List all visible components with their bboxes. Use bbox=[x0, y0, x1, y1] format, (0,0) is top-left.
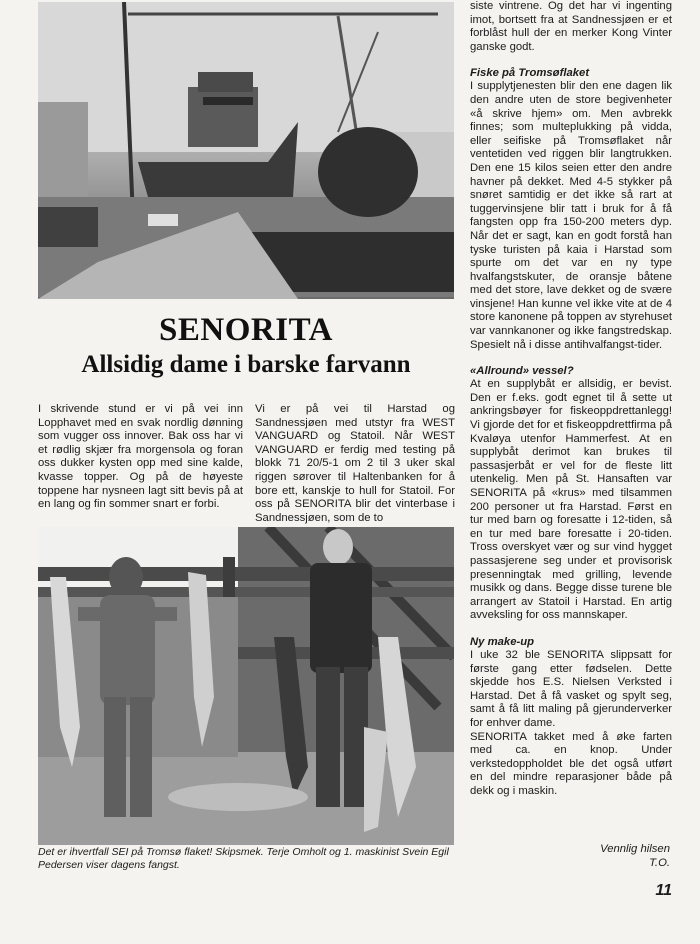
fishermen-photo-drawing bbox=[38, 527, 454, 845]
section-text-makeup-2: SENORITA takket med å øke farten med ca. en knop. Under verkstedoppholdet ble det også utført en del mindre reparasjoner både på dekk og i maskin. bbox=[470, 730, 672, 797]
page-number: 11 bbox=[655, 882, 672, 899]
section-heading-fiske: Fiske på Tromsøflaket bbox=[470, 67, 590, 80]
article-subtitle: Allsidig dame i barske farvann bbox=[81, 351, 411, 378]
signoff-initials: T.O. bbox=[649, 857, 670, 869]
section-text-makeup: I uke 32 ble SENORITA slippsatt for første gang etter fødselen. Dette skjedde hos E.S. Nielsen Verksted i Harstad. Det å få vasket og spylt seg, samt å få litt maling på gjerunderverker for enhver dame. bbox=[470, 648, 672, 729]
signoff-greeting: Vennlig hilsen bbox=[600, 843, 670, 855]
right-intro-text: siste vintrene. Og det har vi ingenting imot, bortsett fra at Sandnessjøen er et forblåst hull der en merker Kong Vinter ganske godt. bbox=[470, 0, 672, 53]
section-heading-makeup: Ny make-up bbox=[470, 635, 535, 648]
middle-column-text: Vi er på vei til Harstad og Sandnessjøen med utstyr fra WEST VANGUARD og Statoil. Når WEST VANGUARD er ferdig med testing på blokk 71 20/5-1 om 2 til 3 uker skal riggen sørover til Haltenbanken for å bore ett, kanskje to hull for Statoil. For oss på SENORITA blir det vinterbase i Sandnessjøen, som de to bbox=[255, 403, 455, 524]
left-column-text: I skrivende stund er vi på vei inn Lopphavet med en svak nordlig dønning som vugger oss innover. Bak oss har vi et rødlig skjær fra morgensola og foran oss dukker kysten opp med sine kalde, kvasse topper. Og på de høyeste toppene har nysneen lagt sitt bevis på at en lang og fin sommer snart er forbi. bbox=[38, 403, 243, 511]
right-column bbox=[470, 0, 672, 798]
photo-caption: Det er ihvertfall SEI på Tromsø flaket! Skipsmek. Terje Omholt og 1. maskinist Svein Egil Pedersen viser dagens fangst. bbox=[38, 846, 449, 871]
section-text-fiske: I supplytjenesten blir den ene dagen lik den andre uten de store begivenheter «å skrive hjem» om. Men avbrekk finnes; som multeplukking på vidda, eller seifiske på Tromsøflaket når ventetiden ved riggen blir langtrukken. Den ene 15 kilos seien etter den andre havner på dekket. Med 4-5 stykker på snøret samtidig er det ikke så rart at tuggervinsjene blir tatt i bruk for å få fangsten opp fra 150-200 meters dyp. Når det er sagt, kan en godt forstå han tyske turisten på kaia i Harstad som spurte om det var en ny type hvalfangstskuter, de oransje båtene med det store, lave dekket og de svære vinsjene! Han kunne vel ikke vite at de 4 store kanonene på toppen av styrehuset var vannkanoner og ikke fangstredskap. Spesielt nå i disse antihvalfangst-tider. bbox=[470, 80, 672, 351]
signoff bbox=[560, 842, 670, 870]
harbour-photo-drawing bbox=[38, 2, 454, 299]
harbour-photo bbox=[38, 2, 454, 299]
section-heading-allround: «Allround» vessel? bbox=[470, 365, 574, 378]
fishermen-photo bbox=[38, 527, 454, 845]
section-text-allround: At en supplybåt er allsidig, er bevist. Den er f.eks. godt egnet til å sette ut ankringsbøyer for fiskeoppdrettanlegg! Vi gjorde det for et fiskeoppdrettfirma på Kvaløya utenfor Hammerfest. At en supplybåt derimot kan brukes til passasjerbåt er vel for de fleste litt utenkelig. Men på St. Hansaften var SENORITA på «krus» med tilsammen 200 personer ut fra Harstad. Først en tur med barn og foresatte i 12-tiden, så en tur med bare foresatte i 20-tiden. Tross overskyet vær og sur vind hygget passasjerene seg under et provisorisk presenningtak med grilling, levende musikk og dans. Begge disse turene ble arrangert av Statoil i Harstad. En artig avveksling for oss mannskaper. bbox=[470, 378, 672, 622]
article-title: SENORITA bbox=[159, 312, 333, 348]
